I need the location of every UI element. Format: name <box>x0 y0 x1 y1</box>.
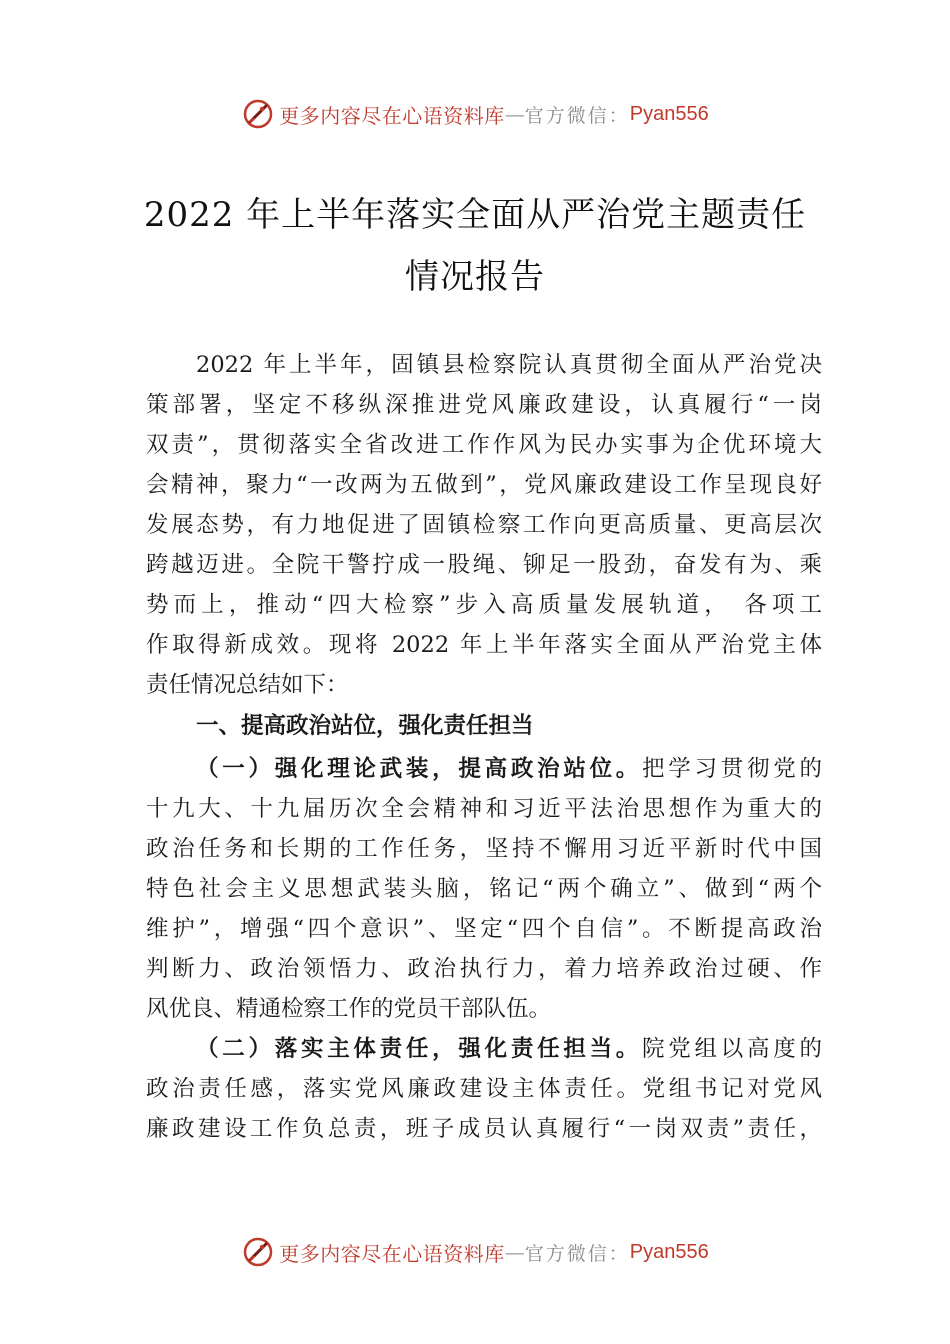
section1-line: 政治任务和长期的工作任务，坚持不懈用习近平新时代中国 <box>146 836 822 862</box>
section1-lead: （一）强化理论武装，提高政治站位。 <box>196 756 643 782</box>
section1-first-rest: 把学习贯彻党的 <box>642 756 822 782</box>
document-body <box>146 345 822 1149</box>
section2-lead: （二）落实主体责任，强化责任担当。 <box>196 1036 643 1062</box>
intro-line: 策部署，坚定不移纵深推进党风廉政建设，认真履行“一岗 <box>146 392 822 418</box>
banner-wechat-id: Pyan556 <box>629 102 709 125</box>
title-line-1: 2022 年上半年落实全面从严治党主题责任 <box>143 195 807 235</box>
intro-line: 势而上，推动“四大检察”步入高质量发展轨道， 各项工 <box>146 592 822 618</box>
section2-line: 政治责任感，落实党风廉政建设主体责任。党组书记对党风 <box>146 1076 822 1102</box>
banner-wechat-label: 官方微信： <box>524 1242 630 1265</box>
document-title <box>100 184 850 308</box>
intro-line: 双责”，贯彻落实全省改进工作作风为民办实事为企优环境大 <box>146 432 822 458</box>
intro-line: 跨越迈进。全院干警拧成一股绳、铆足一股劲，奋发有为、乘 <box>146 552 822 578</box>
intro-line: 发展态势，有力地促进了固镇检察工作向更高质量、更高层次 <box>146 512 822 538</box>
section1-line: 判断力、政治领悟力、政治执行力，着力培养政治过硬、作 <box>146 956 822 982</box>
banner-text: 更多内容尽在心语资料库 <box>279 103 505 128</box>
section-heading-1: 一、提高政治站位，强化责任担当 <box>196 713 534 739</box>
section2-first-rest: 院党组以高度的 <box>642 1036 822 1062</box>
section1-first-line <box>146 749 822 789</box>
intro-line: 会精神，聚力“一改两为五做到”，党风廉政建设工作呈现良好 <box>146 472 822 498</box>
banner-separator: — <box>504 102 525 126</box>
intro-line: 2022 年上半年，固镇县检察院认真贯彻全面从严治党决 <box>196 352 822 378</box>
banner-wechat-id: Pyan556 <box>629 1240 709 1263</box>
intro-line: 作取得新成效。现将 2022 年上半年落实全面从严治党主体 <box>146 632 822 658</box>
section2-line: 廉政建设工作负总责，班子成员认真履行“一岗双责”责任， <box>146 1116 822 1142</box>
banner-wechat-label: 官方微信： <box>524 104 630 127</box>
section1-line: 维护”，增强“四个意识”、坚定“四个自信”。不断提高政治 <box>146 916 822 942</box>
banner-separator: — <box>504 1240 525 1264</box>
brush-logo-icon <box>241 1235 275 1269</box>
intro-line: 责任情况总结如下： <box>146 672 349 698</box>
footer-banner <box>0 1232 950 1272</box>
section1-line: 特色社会主义思想武装头脑，铭记“两个确立”、做到“两个 <box>146 876 822 902</box>
header-banner <box>0 94 950 134</box>
title-line-2: 情况报告 <box>405 257 545 297</box>
section2-first-line <box>146 1029 822 1069</box>
brush-logo-icon <box>241 97 275 131</box>
section1-line: 风优良、精通检察工作的党员干部队伍。 <box>146 996 552 1022</box>
banner-text: 更多内容尽在心语资料库 <box>279 1241 505 1266</box>
section1-line: 十九大、十九届历次全会精神和习近平法治思想作为重大的 <box>146 796 822 822</box>
